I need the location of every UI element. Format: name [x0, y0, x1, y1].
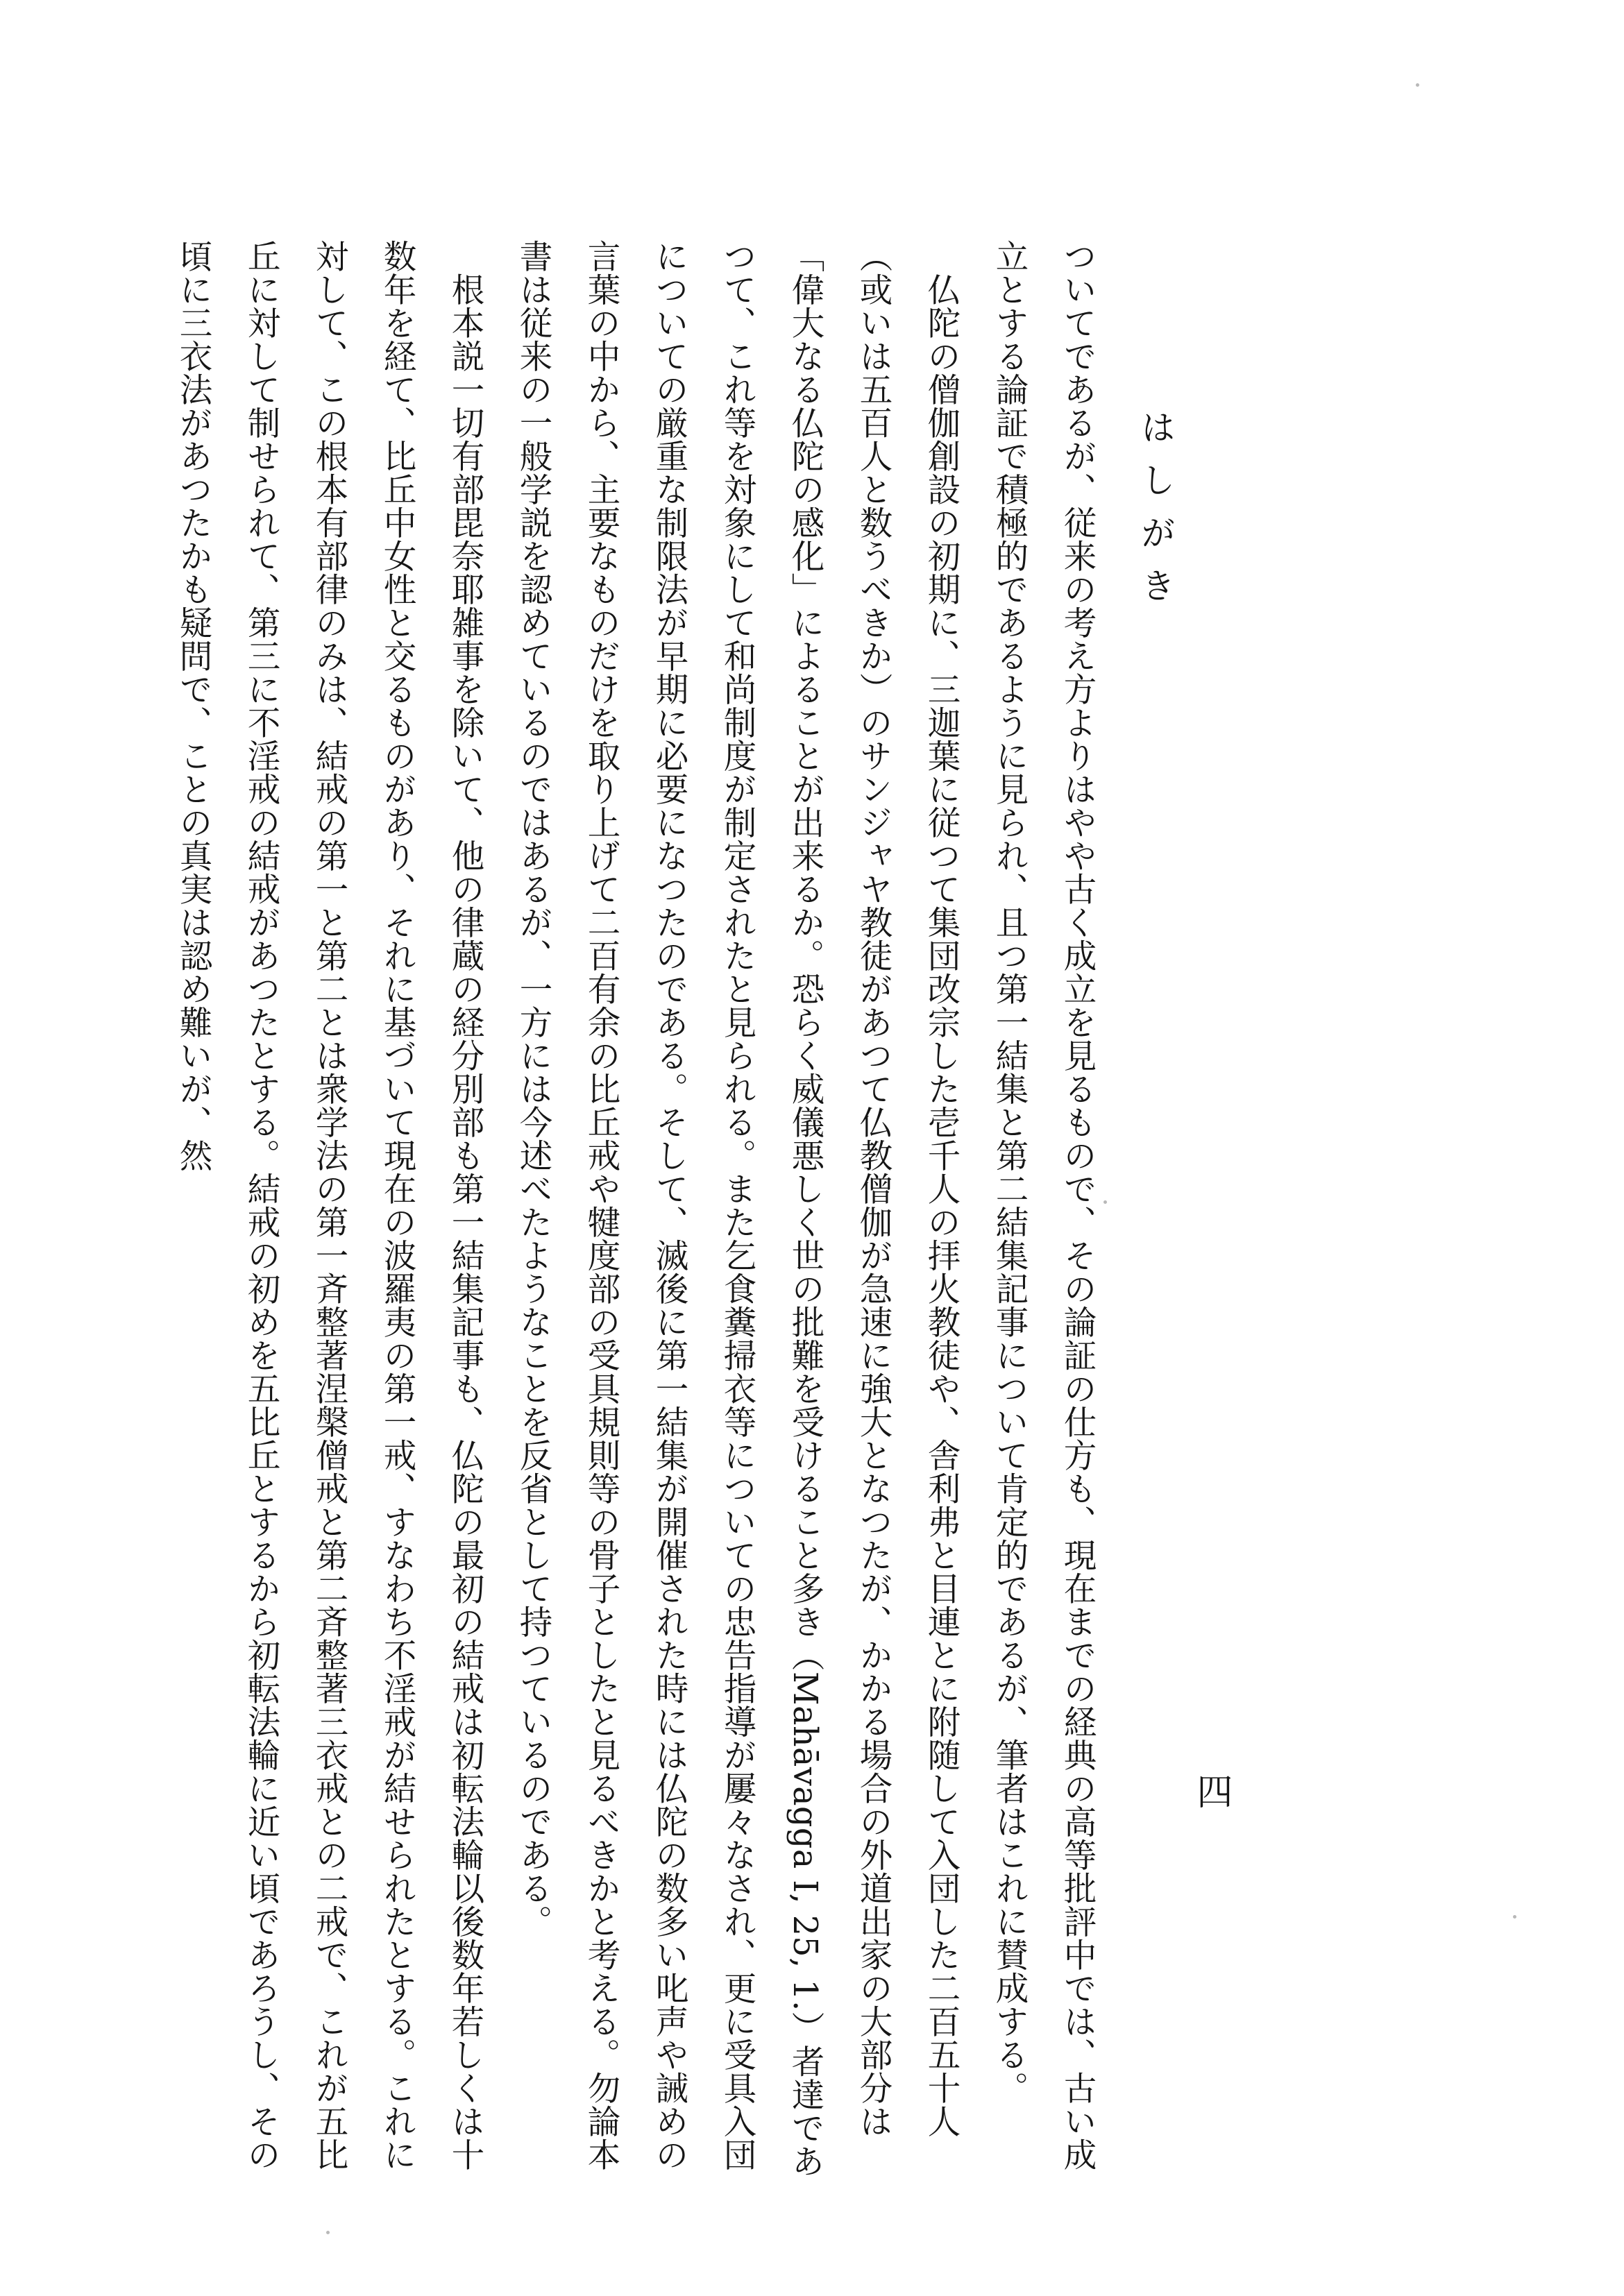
- scan-speck: [1416, 83, 1419, 87]
- paragraph: 根本説一切有部毘奈耶雑事を除いて、他の律蔵の経分別部も第一結集記事も、仏陀の最初の結戒は初転法輪以後数年若しくは十数年を経て、比丘中女性と交るものがあり、それに基づいて現在の波羅夷の第一戒、すなわち不淫戒が結せられたとする。これに対して、この根本有部律のみは、結戒の第一と第二とは衆学法の第一斉整著涅槃僧戒と第二斉整著三衣戒との二戒で、これが五比丘に対して制せられて、第三に不淫戒の結戒があつたとする。結戒の初めを五比丘とするから初転法輪に近い頃であろうし、その頃に三衣法があつたかも疑問で、ことの真実は認め難いが、然: [174, 239, 484, 2171]
- paragraph: ついてであるが、従来の考え方よりはやや古く成立を見るもので、その論証の仕方も、現在までの経典の高等批評中では、古い成立とする論証で積極的であるように見られ、且つ第一結集と第二結集記事について肯定的であるが、筆者はこれに賛成する。: [990, 239, 1096, 2171]
- scan-speck: [326, 2231, 330, 2234]
- paragraph: 仏陀の僧伽創設の初期に、三迦葉に従つて集団改宗した壱千人の拝火教徒や、舎利弗と目連とに附随して入団した二百五十人（或いは五百人と数うべきか）のサンジャヤ教徒があつて仏教僧伽が急速に強大となつたが、かかる場合の外道出家の大部分は「偉大なる仏陀の感化」によることが出来るか。恐らく威儀悪しく世の批難を受けること多き（Mahāvagga I, 25, 1.）者達であつて、これ等を対象にして和尚制度が制定されたと見られる。また乞食糞掃衣等についての忠告指導が屢々なされ、更に受具入団についての厳重な制限法が早期に必要になつたのである。そして、滅後に第一結集が開催された時には仏陀の数多い叱声や誡めの言葉の中から、主要なものだけを取り上げて二百有余の比丘戒や犍度部の受具規則等の骨子としたと見るべきかと考える。勿論本書は従来の一般学説を認めているのではあるが、一方には今述べたようなことを反省として持つているのである。: [514, 239, 960, 2178]
- running-head: はしがき: [1135, 409, 1176, 620]
- page-number: 四: [1190, 1773, 1232, 1809]
- body-text: [21, 239, 1110, 2182]
- scan-speck: [1513, 1915, 1516, 1919]
- scan-speck: [1103, 1200, 1107, 1204]
